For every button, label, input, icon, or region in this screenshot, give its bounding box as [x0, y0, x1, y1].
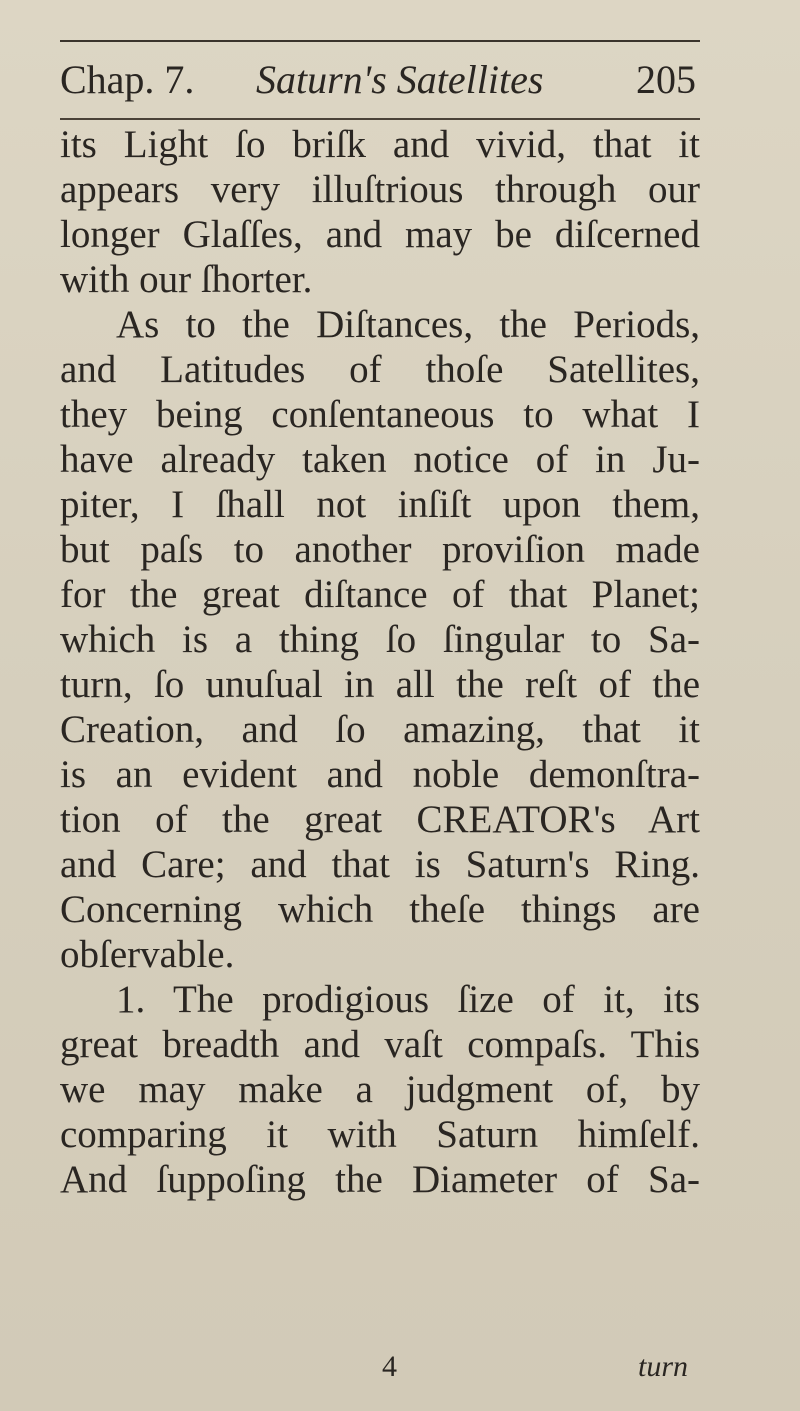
- chapter-label: Chap. 7.: [60, 57, 195, 102]
- text-line: its Light ſo briſk and vivid, that it: [60, 123, 700, 166]
- running-title: Saturn's Satellites: [256, 57, 544, 102]
- running-head: [60, 50, 700, 110]
- text-line: we may make a judgment of, by: [60, 1068, 700, 1111]
- text-line: And ſuppoſing the Diameter of Sa-: [60, 1158, 700, 1201]
- top-rule: [60, 40, 700, 42]
- text-line: appears very illuſtrious through our: [60, 168, 700, 211]
- text-line: turn, ſo unuſual in all the reſt of the: [60, 663, 700, 706]
- catchword: turn: [637, 1350, 688, 1383]
- text-line: have already taken notice of in Ju-: [60, 438, 700, 481]
- page-number: 205: [636, 57, 696, 102]
- signature-mark: 4: [382, 1350, 397, 1383]
- head-rule: [60, 118, 700, 120]
- text-line: which is a thing ſo ſingular to Sa-: [60, 618, 700, 661]
- page-body: [60, 122, 700, 1202]
- text-line: tion of the great CREATOR's Art: [60, 798, 700, 841]
- text-line: piter, I ſhall not inſiſt upon them,: [60, 483, 700, 526]
- text-line: 1. The prodigious ſize of it, its: [116, 978, 700, 1021]
- text-line: Concerning which theſe things are: [60, 888, 700, 931]
- text-line: As to the Diſtances, the Periods,: [116, 303, 700, 346]
- text-line: with our ſhorter.: [60, 258, 313, 301]
- text-line: and Latitudes of thoſe Satellites,: [60, 348, 700, 391]
- text-line: for the great diſtance of that Planet;: [60, 573, 700, 616]
- text-line: is an evident and noble demonſtra-: [60, 753, 700, 796]
- text-line: and Care; and that is Saturn's Ring.: [60, 843, 700, 886]
- text-line: great breadth and vaſt compaſs. This: [60, 1023, 700, 1066]
- text-line: longer Glaſſes, and may be diſcerned: [60, 213, 700, 256]
- text-line: but paſs to another proviſion made: [60, 528, 700, 571]
- text-line: Creation, and ſo amazing, that it: [60, 708, 700, 751]
- text-line: obſervable.: [60, 933, 235, 976]
- text-line: they being conſentaneous to what I: [60, 393, 700, 436]
- page-footer: [60, 1350, 700, 1390]
- text-line: comparing it with Saturn himſelf.: [60, 1113, 700, 1156]
